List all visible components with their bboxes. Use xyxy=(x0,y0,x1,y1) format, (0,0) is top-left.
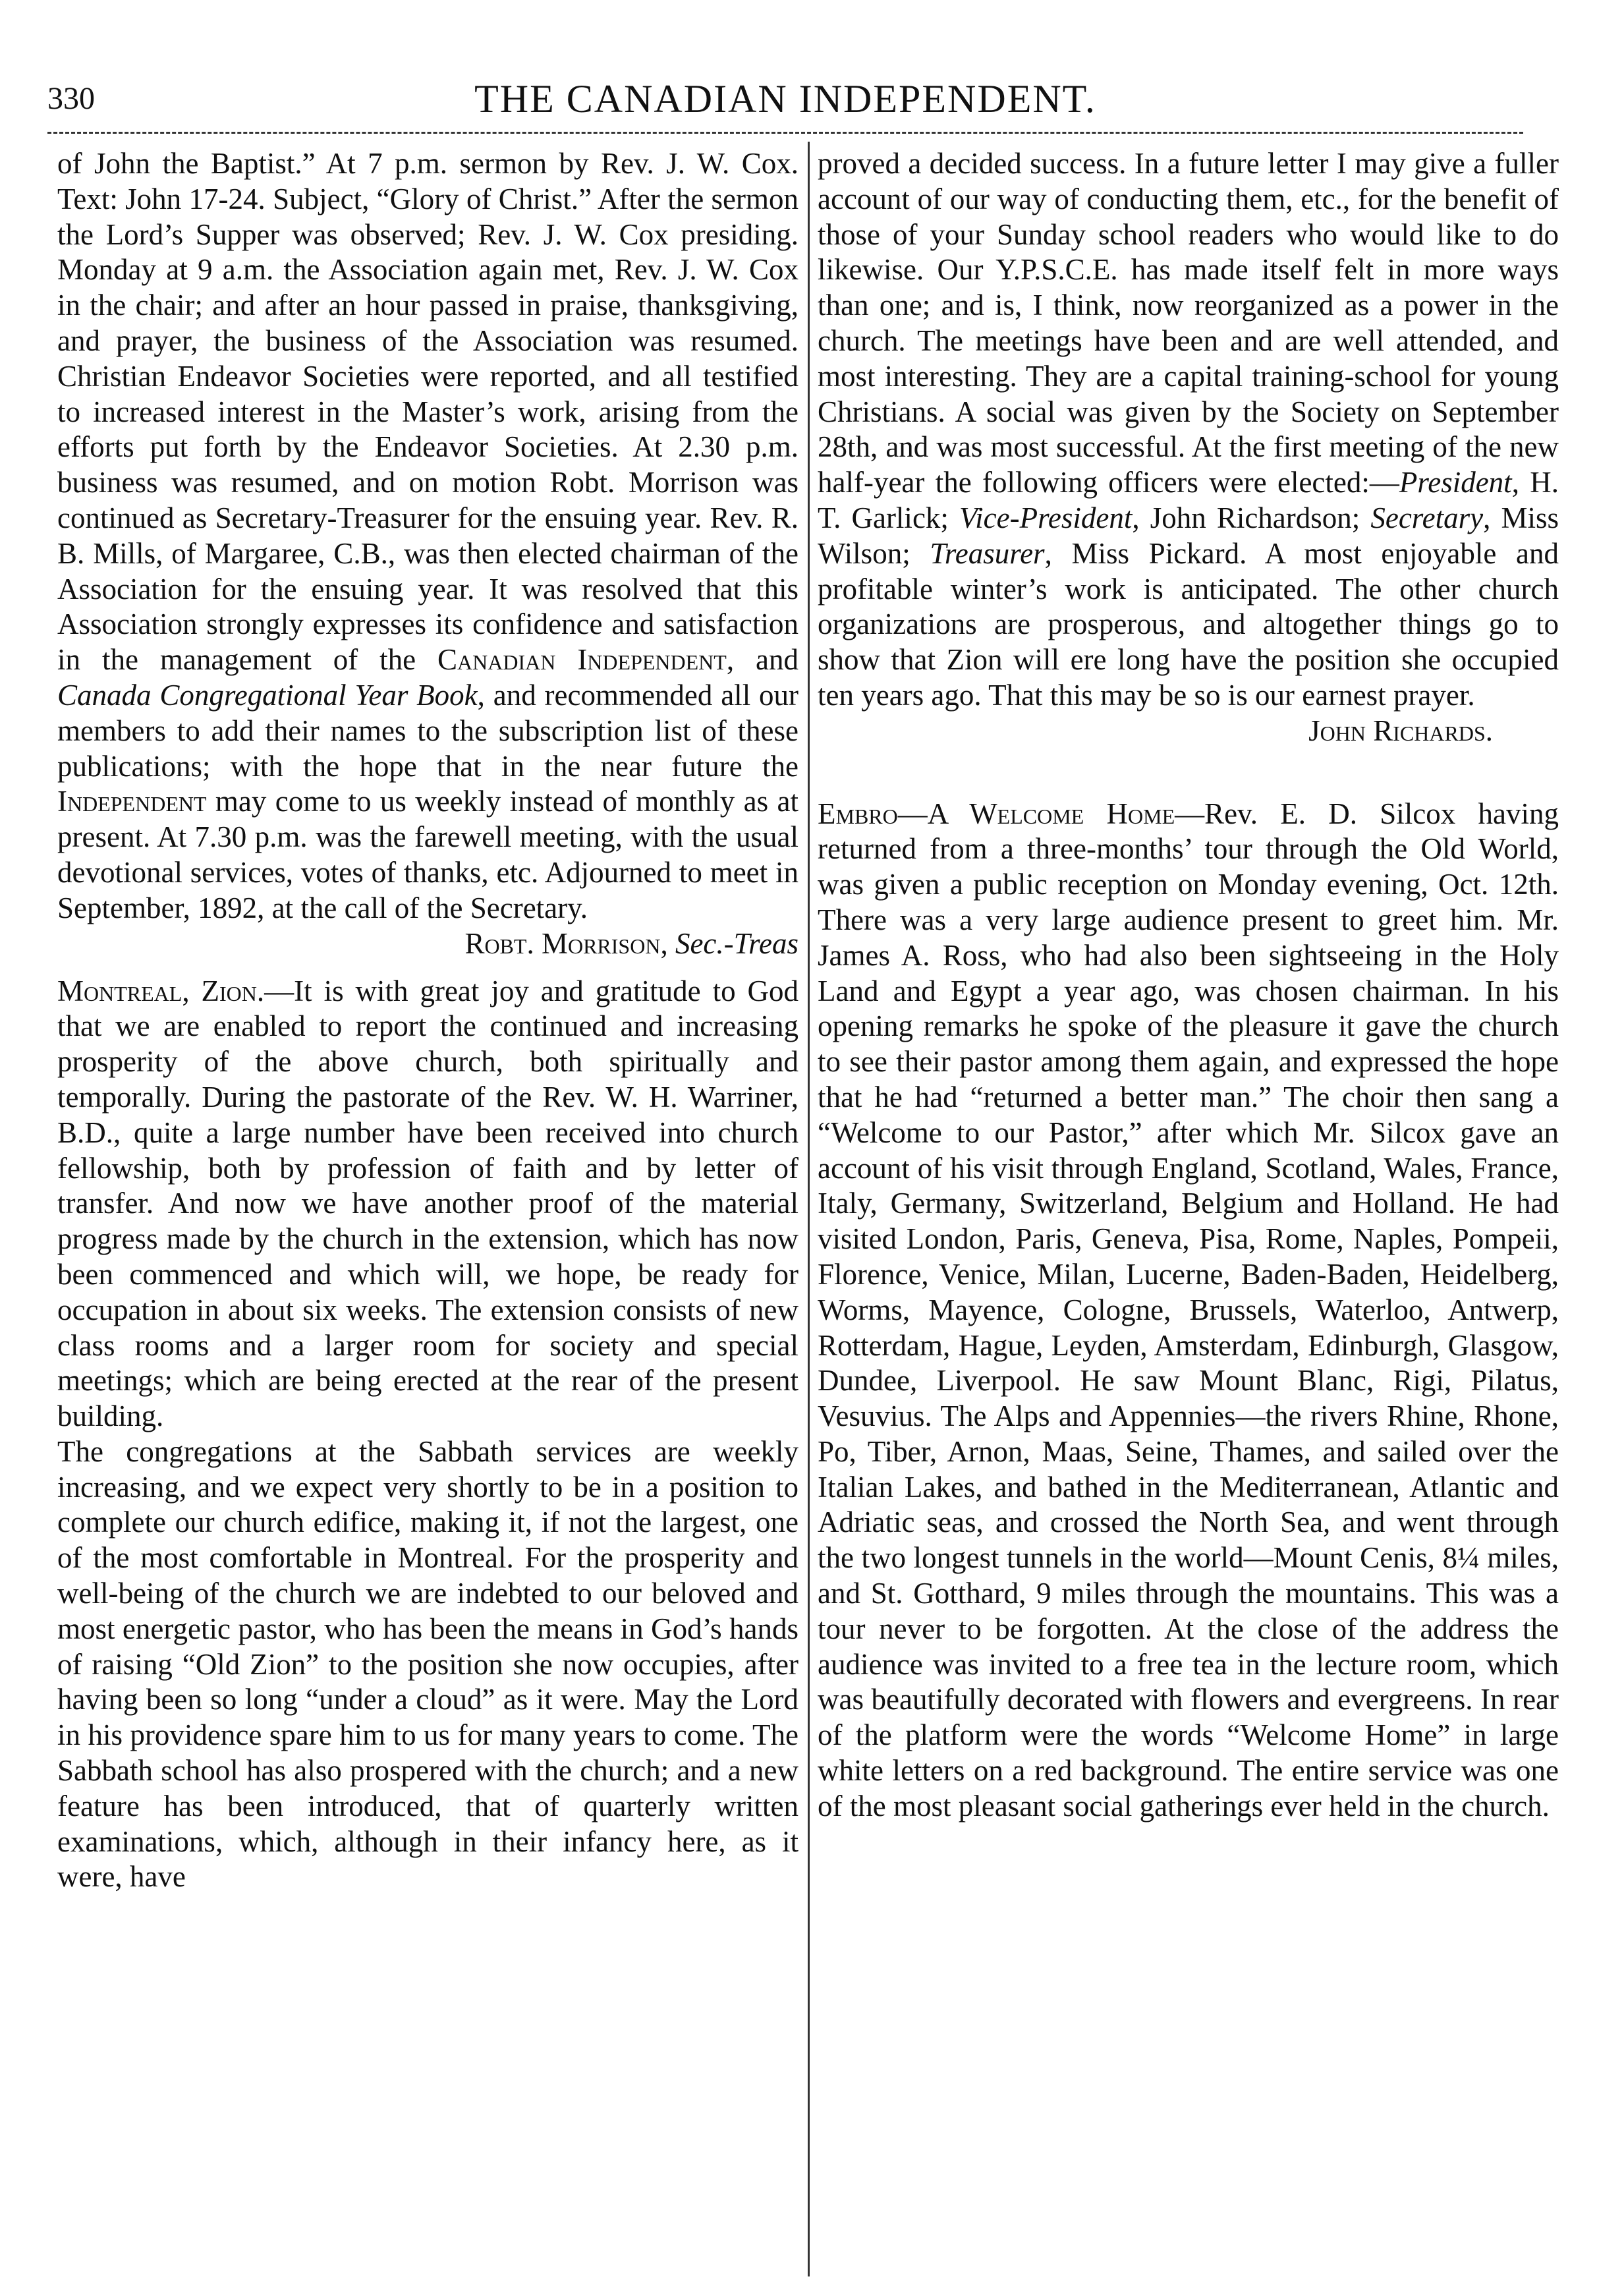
right-column xyxy=(818,146,1559,2265)
office-title: Treasurer xyxy=(930,536,1045,570)
page-header xyxy=(47,79,1523,125)
left-column xyxy=(57,146,798,2265)
publication-name: Canadian Independent xyxy=(437,643,727,677)
congregations-paragraph xyxy=(57,1434,798,1895)
section-heading: Embro—A Welcome Home xyxy=(818,797,1175,830)
signature xyxy=(818,714,1559,749)
text-run: proved a decided success. In a future letter I may give a fuller account of our way of conducting them, etc., for the benefit of those of your Sunday school readers who would like to do likewise. Our Y.P.S.C.E. has made itself felt in more ways than one; and is, I think, now reorganized as a power in the church. The meetings have been and are well attended, and most interesting. They are a capital training-school for young Christians. A social was given by the Society on September 28th, and was most successful. At the first meeting of the new half-year the following officers were elected:— xyxy=(818,147,1559,499)
association-report-paragraph xyxy=(57,146,799,960)
text-run: —Rev. E. D. Silcox having returned from a three-months’ tour through the Old World, was given a public reception on Monday evening, Oct. 12th. There was a very large audience present to greet him. Mr. James A. Ross, who had also been sightseeing in the Holy Land and Egypt a year ago, was chosen chairman. In his opening remarks he spoke of the pleasure it gave the church to see their pastor among them again, and expressed the hope that he had “returned a better man.” The choir then sang a “Welcome to our Pastor,” after which Mr. Silcox gave an account of his visit through England, Scotland, Wales, France, Italy, Germany, Switzerland, Belgium and Holland. He had visited London, Paris, Geneva, Pisa, Rome, Naples, Pompeii, Florence, Venice, Milan, Lucerne, Baden-Baden, Heidelberg, Worms, Mayence, Cologne, Brussels, Waterloo, Antwerp, Rotterdam, Hague, Leyden, Amsterdam, Edinburgh, Glasgow, Dundee, Liverpool. He saw Mount Blanc, Rigi, Pilatus, Vesuvius. The Alps and Appennies—the rivers Rhine, Rhone, Po, Tiber, Arnon, Maas, Seine, Thames, and sailed over the Italian Lakes, and bathed in the Mediterranean, Atlantic and Adriatic seas, and crossed the North Sea, and went through the two longest tunnels in the world—Mount Cenis, 8¼ miles, and St. Gotthard, 9 miles through the mountains. This was a tour never to be forgotten. At the close of the address the audience was invited to a free tea in the lecture room, which was beautifully decorated with flowers and evergreens. In rear of the platform were the words “Welcome Home” in large white letters on a red background. The entire service was one of the most pleasant social gatherings ever held in the church. xyxy=(818,797,1559,1823)
signature-name: John Richards. xyxy=(1308,714,1493,747)
text-run: , John Richardson; xyxy=(1132,501,1371,534)
page-number: 330 xyxy=(47,81,95,116)
column-divider xyxy=(808,142,810,2276)
zion-continued-paragraph xyxy=(818,146,1559,714)
office-title: Vice-President xyxy=(959,501,1133,534)
publication-name: Independent xyxy=(57,785,207,818)
text-run: , H. T. Garlick; xyxy=(818,466,1559,534)
office-title: President xyxy=(1399,466,1512,499)
text-run: of John the Baptist.” At 7 p.m. sermon by Rev. J. W. Cox. Text: John 17-24. Subject, “Glory of Christ.” After the sermon the Lord’s Supper was observed; Rev. J. W. Cox presiding. Monday at 9 a.m. the Association again met, Rev. J. W. Cox in the chair; and after an hour passed in praise, thanksgiving, and prayer, the business of the Association was resumed. Christian Endeavor Societies were reported, and all testified to increased interest in the Master’s work, arising from the efforts put forth by the Endeavor Societies. At 2.30 p.m. business was resumed, and on motion Robt. Morrison was continued as Secretary-Treasurer for the ensuing year. Rev. R. B. Mills, of Margaree, C.B., was then elected chairman of the Association for the ensuing year. It was resolved that this Association strongly expresses its confidence and satisfaction in the management of the xyxy=(57,147,798,677)
text-run: may come to us weekly instead of monthly as at present. At 7.30 p.m. was the farewell meeting, with the usual devotional services, votes of thanks, etc. Adjourned to meet in September, 1892, at the call of the Secretary. xyxy=(57,785,798,924)
montreal-zion-paragraph xyxy=(57,974,798,1434)
signature-name: Robt. Morrison xyxy=(464,926,661,960)
text-run: —It is with great joy and gratitude to God that we are enabled to report the continued and increasing prosperity of the above church, both spiritually and temporally. During the pastorate of the Rev. W. H. Warriner, B.D., quite a large number have been received into church fellowship, both by profession of faith and by letter of transfer. And now we have another proof of the material progress made by the church in the extension, which has now been commenced and which will, we hope, be ready for occupation in about six weeks. The extension consists of new class rooms and a larger room for society and special meetings; which are being erected at the rear of the present building. xyxy=(57,974,799,1433)
text-run: , and xyxy=(726,643,799,677)
header-rule xyxy=(47,132,1523,134)
embro-paragraph xyxy=(818,797,1559,1824)
text-run: , and recommended all our members to add their names to the subscription list of these publications; with the hope that in the near future the xyxy=(57,678,798,783)
running-title: THE CANADIAN INDEPENDENT. xyxy=(474,77,1096,121)
text-run: , Miss Wilson; xyxy=(818,501,1559,570)
publication-title: Canada Congregational Year Book xyxy=(57,678,478,712)
text-run: The congregations at the Sabbath services are weekly increasing, and we expect very shortly to be in a position to complete our church edifice, making it, if not the largest, one of the most comfortable in Montreal. For the prosperity and well-being of the church we are indebted to our beloved and most energetic pastor, who has been the means in God’s hands of raising “Old Zion” to the position she now occupies, after having been so long “under a cloud” as it were. May the Lord in his providence spare him to us for many years to come. The Sabbath school has also prospered with the church; and a new feature has been introduced, that of quarterly written examinations, which, although in their infancy here, as it were, have xyxy=(57,1434,798,1894)
section-heading: Montreal, Zion. xyxy=(57,974,265,1007)
office-title: Secretary xyxy=(1370,501,1484,534)
text-run: , Miss Pickard. A most enjoyable and profitable winter’s work is anticipated. The other church organizations are prosperous, and altogether things go to show that Zion will ere long have the position she occupied ten years ago. That this may be so is our earnest prayer. xyxy=(818,536,1559,712)
signature: Robt. Morrison, Sec.-Treas xyxy=(464,926,798,960)
signature-role: Sec.-Treas xyxy=(675,926,798,960)
